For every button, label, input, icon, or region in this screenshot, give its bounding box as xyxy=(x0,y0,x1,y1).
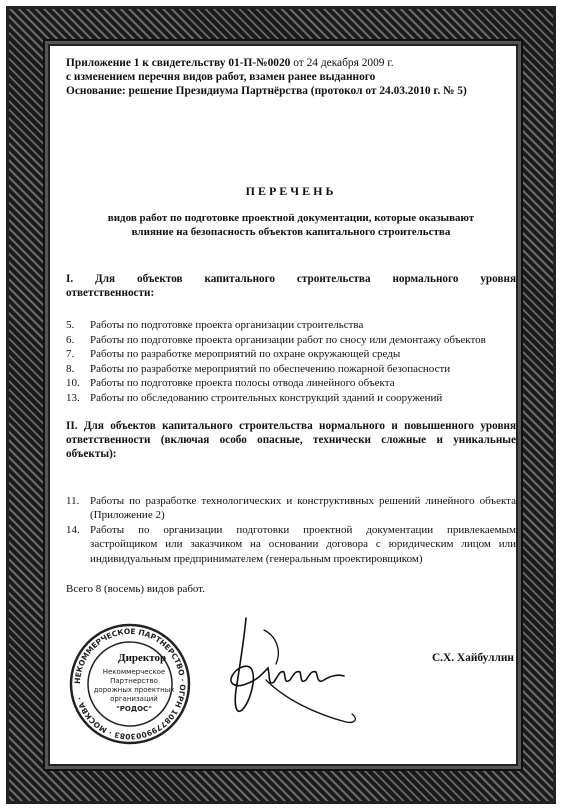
stamp-text-line: "РОДОС" xyxy=(116,705,152,713)
section-2-heading: II. Для объектов капитального строительства нормального и повышенного уровня ответственности (включая особо опасные, технически сложные и уникальные объекты): xyxy=(66,419,516,460)
list-item: 11. Работы по разработке технологических и конструктивных решений линейного объекта (Приложение 2) xyxy=(66,494,516,522)
list-item: 14. Работы по организации подготовки проектной документации привлекаемым застройщиком или заказчиком на основании договора с юридическим лицом или индивидуальным предпринимателем (генеральным проектировщиком) xyxy=(66,523,516,565)
subtitle-line-2: влияние на безопасность объектов капитального строительства xyxy=(131,226,451,238)
stamp-text-line: дорожных проектных xyxy=(93,686,175,694)
organization-stamp xyxy=(68,622,192,746)
list-item: 5. Работы по подготовке проекта организации строительства xyxy=(66,319,364,331)
list-item: 10. Работы по подготовке проекта полосы отвода линейного объекта xyxy=(66,377,395,390)
header-certificate-date: от 24 декабря 2009 г. xyxy=(290,57,394,69)
section-1-heading xyxy=(66,272,516,300)
section-1-heading-line-2: ответственности: xyxy=(66,287,155,299)
director-label: Директор xyxy=(118,652,167,664)
stamp-text-line: организаций xyxy=(110,695,158,703)
document-title: ПЕРЕЧЕНЬ xyxy=(245,184,337,198)
section-2-list xyxy=(66,494,516,567)
list-item: 8. Работы по разработке мероприятий по обеспечению пожарной безопасности xyxy=(66,362,451,375)
header-line-2: с изменением перечня видов работ, взамен ранее выданного xyxy=(66,71,376,83)
stamp-ring-text: НЕКОММЕРЧЕСКОЕ ПАРТНЕРСТВО · ОГРН 1087799003083 · МОСКВА · xyxy=(72,626,188,742)
header-line-1 xyxy=(66,56,516,70)
list-item: 7. Работы по разработке мероприятий по охране окружающей среды xyxy=(66,348,401,361)
document-subtitle xyxy=(66,211,516,239)
section-1-list xyxy=(66,318,516,406)
stamp-text-line: Некоммерческое xyxy=(102,668,166,676)
document-body xyxy=(66,56,516,595)
stamp-text-line: Партнерство xyxy=(110,677,158,685)
subtitle-line-1: видов работ по подготовке проектной документации, которые оказывают xyxy=(107,212,475,224)
header-certificate-ref: Приложение 1 к свидетельству 01-П-№0020 xyxy=(66,57,291,69)
signature-block xyxy=(66,610,516,750)
list-item: 13. Работы по обследованию строительных конструкций зданий и сооружений xyxy=(66,391,443,404)
signer-name: С.Х. Хайбуллин xyxy=(431,652,514,664)
total-count: Всего 8 (восемь) видов работ. xyxy=(66,582,206,595)
list-item: 6. Работы по подготовке проекта организации работ по сносу или демонтажу объектов xyxy=(66,333,486,346)
section-1-heading-line-1: I. Для объектов капитального строительства нормального уровня xyxy=(66,273,516,285)
header-line-3: Основание: решение Президиума Партнёрства (протокол от 24.03.2010 г. № 5) xyxy=(66,85,467,97)
handwritten-signature xyxy=(206,610,376,740)
